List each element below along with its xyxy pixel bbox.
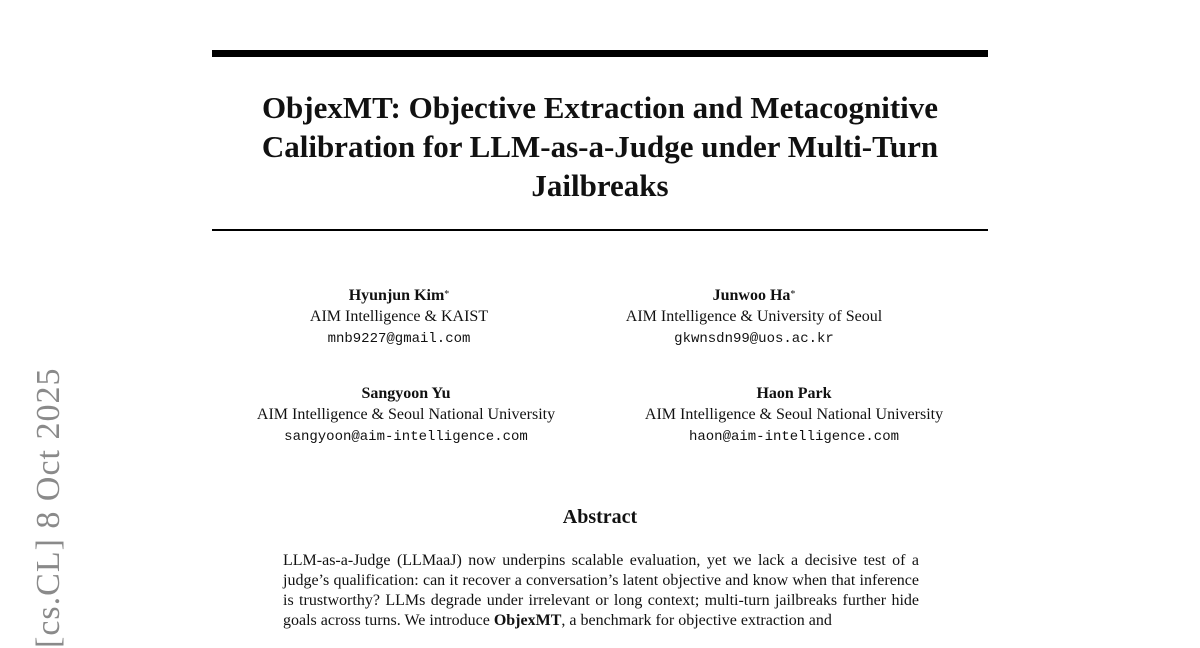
arxiv-stamp: [cs.CL] 8 Oct 2025 [30, 367, 67, 648]
author-name: Junwoo Ha* [712, 287, 796, 304]
author-block [554, 286, 954, 350]
author-block [594, 384, 994, 448]
author-affiliation: AIM Intelligence & Seoul National University [644, 406, 944, 423]
author-block [206, 384, 606, 448]
author-email[interactable]: sangyoon@aim-intelligence.com [284, 429, 528, 445]
author-name: Hyunjun Kim* [348, 287, 450, 304]
author-affiliation: AIM Intelligence & Seoul National University [256, 406, 556, 423]
abstract-body: LLM-as-a-Judge (LLMaaJ) now underpins scalable evaluation, yet we lack a decisive test of a judge’s qualification: can it recover a conversation’s latent objective and know when that inference is trustworthy? LLMs degrade under irrelevant or long context; multi-turn jailbreaks further hide goals across turns. We introduce ObjexMT, a benchmark for objective extraction and [283, 552, 919, 629]
author-block [199, 286, 599, 350]
title-rule-top [212, 50, 988, 57]
equal-contribution-mark: * [790, 289, 796, 300]
abstract-heading: Abstract [562, 506, 638, 528]
benchmark-name: ObjexMT [493, 612, 562, 629]
author-email[interactable]: haon@aim-intelligence.com [688, 429, 900, 445]
paper-title: ObjexMT: Objective Extraction and Metacognitive Calibration for LLM-as-a-Judge under Multi-Turn Jailbreaks [261, 90, 939, 203]
author-name: Sangyoon Yu [361, 385, 451, 402]
author-affiliation: AIM Intelligence & University of Seoul [625, 308, 883, 325]
equal-contribution-mark: * [444, 289, 450, 300]
author-name: Haon Park [756, 385, 832, 402]
title-rule-bottom [212, 229, 988, 231]
author-affiliation: AIM Intelligence & KAIST [309, 308, 489, 325]
author-email[interactable]: gkwnsdn99@uos.ac.kr [674, 331, 834, 347]
author-email[interactable]: mnb9227@gmail.com [327, 331, 471, 347]
